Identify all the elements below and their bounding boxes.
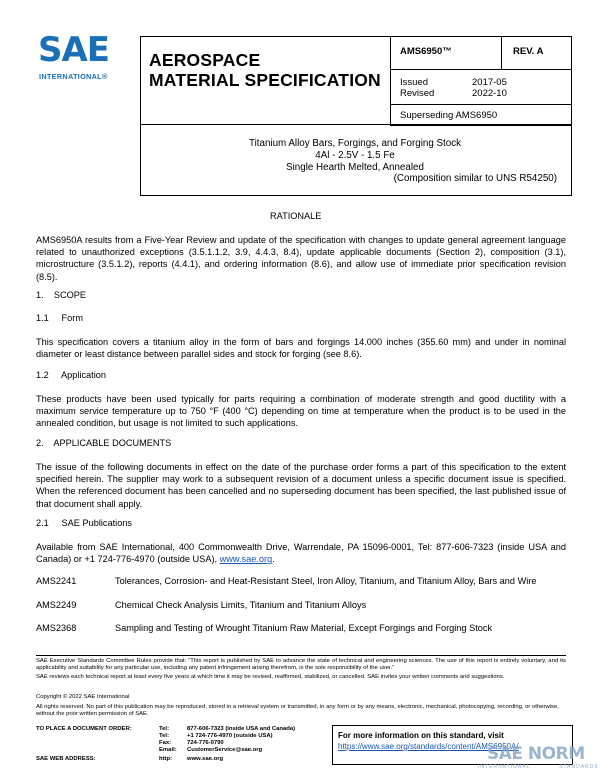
section-sae-publications-heading: 2.1 SAE Publications <box>36 518 133 528</box>
web-url-label: http: <box>159 756 173 762</box>
standard-link[interactable]: https://www.sae.org/standards/content/AMS6950A/ <box>338 742 519 751</box>
spec-type-title <box>149 50 381 90</box>
sae-web-address[interactable]: www.sae.org <box>187 756 224 762</box>
section-sae-publications-text <box>36 541 566 565</box>
section-scope-heading: 1. SCOPE <box>36 290 87 300</box>
footer-disclaimer: SAE Executive Standards Committee Rules provide that: “This report is published by SAE to advance the state of technical and engineering sciences. The use of this report is entirely voluntary, and its applicability and suitability for any particular use, including any patent infringement arising therefrom, is the sole responsibility of the user.” <box>36 658 566 672</box>
order-label: TO PLACE A DOCUMENT ORDER: <box>36 726 132 732</box>
email-label: Email: <box>159 747 177 753</box>
footer-copyright: Copyright © 2022 SAE International <box>36 694 130 700</box>
title-line-1: AEROSPACE <box>149 50 261 70</box>
uns-note: (Composition similar to UNS R54250) <box>393 173 557 185</box>
rationale-text: AMS6950A results from a Five-Year Review and update of the specification with changes to update general agreement language related to unauthorized exceptions (3.5.1.1.2, 3.9, 4.4.3, 8.4), update applicable documents (Section 2), composition (3.1), microstructure (3.5.1.2), reports (4.4.1), and ordering information (8.6), and allow use of immediate prior specification revision (8.5). <box>36 235 566 282</box>
sae-website-link[interactable]: www.sae.org <box>219 554 273 565</box>
fax-number: 724-776-0790 <box>187 740 224 746</box>
doc-number: AMS6950™ <box>400 46 452 57</box>
reference-id: AMS2241 <box>36 576 77 586</box>
sentence-end: . <box>272 554 275 565</box>
section-applicable-docs-heading: 2. APPLICABLE DOCUMENTS <box>36 438 172 448</box>
section-application-heading: 1.2 Application <box>36 370 106 380</box>
watermark-subtext: INTERNATIONAL STANDARDS <box>478 764 599 770</box>
issued-label: Issued <box>400 77 428 88</box>
reference-title: Sampling and Testing of Wrought Titanium Raw Material, Except Forgings and Forging Stock <box>115 623 493 633</box>
title-line: Titanium Alloy Bars, Forgings, and Forging Stock <box>249 138 461 149</box>
superseding-note: Superseding AMS6950 <box>400 110 498 121</box>
logo-international: INTERNATIONAL® <box>39 72 108 81</box>
title-line-2: MATERIAL SPECIFICATION <box>149 70 381 90</box>
reference-id: AMS2368 <box>36 623 77 633</box>
document-title <box>141 138 569 185</box>
tel-inside-usa: 877-606-7323 (inside USA and Canada) <box>187 726 296 732</box>
reference-title: Chemical Check Analysis Limits, Titanium and Titanium Alloys <box>115 600 367 610</box>
revised-date: 2022-10 <box>472 88 507 99</box>
web-address-label: SAE WEB ADDRESS: <box>36 756 96 762</box>
footer-divider <box>36 655 566 656</box>
alloy-composition: 4Al - 2.5V - 1.5 Fe <box>315 149 395 161</box>
sae-logo <box>38 32 120 84</box>
more-info-title: For more information on this standard, visit <box>338 731 504 740</box>
tel-label: Tel: <box>159 733 170 739</box>
section-form-text: This specification covers a titanium alloy in the form of bars and forgings 14.000 inches (355.60 mm) and under in nominal diameter or least distance between parallel sides and stock for forging (see 8.6). <box>36 337 566 360</box>
revision-label: REV. A <box>513 46 544 57</box>
footer-review-note: SAE reviews each technical report at least every five years at which time it may be revised, reaffirmed, stabilized, or cancelled. SAE invites your written comments and suggestions. <box>36 674 505 680</box>
section-application-text: These products have been used typically for parts requiring a combination of moderate strength and good ductility with a maximum service temperature up to 750 °F (400 °C) depending on time at temperature when the product is to be used in the annealed condition, but usage is not limited to such applications. <box>36 394 566 429</box>
publications-address: Available from SAE International, 400 Commonwealth Drive, Warrendale, PA 15096-0001, Tel: 877-606-7323 (inside USA and Canada) or +1 724-776-4970 (outside USA), <box>36 542 566 565</box>
watermark-logo: SAE NORM <box>487 744 585 764</box>
tel-label: Tel: <box>159 726 170 732</box>
logo-wordmark: SAE <box>38 30 110 70</box>
title-condition: Single Hearth Melted, Annealed <box>286 161 424 173</box>
revised-label: Revised <box>400 88 435 99</box>
section-form-heading: 1.1 Form <box>36 313 83 323</box>
tel-outside-usa: +1 724-776-4970 (outside USA) <box>187 733 273 739</box>
reference-title: Tolerances, Corrosion- and Heat-Resistant Steel, Iron Alloy, Titanium, and Titanium Alloy, Bars and Wire <box>115 576 537 586</box>
footer-rights: All rights reserved. No part of this publication may be reproduced, stored in a retrieval system or transmitted, in any form or by any means, electronic, mechanical, photocopying, recording, or otherwise, without the prior written permission of SAE. <box>36 704 559 718</box>
fax-label: Fax: <box>159 740 172 746</box>
reference-id: AMS2249 <box>36 600 77 610</box>
customer-service-email[interactable]: CustomerService@sae.org <box>187 747 263 753</box>
rationale-heading: RATIONALE <box>270 211 322 221</box>
section-applicable-docs-text: The issue of the following documents in effect on the date of the purchase order forms a part of this specification to the extent specified herein. The supplier may work to a subsequent revision of a document unless a specific document issue is specified. When the referenced document has been cancelled and no superseding document has been specified, the last published issue of that document shall apply. <box>36 462 566 509</box>
issued-date: 2017-05 <box>472 77 507 88</box>
